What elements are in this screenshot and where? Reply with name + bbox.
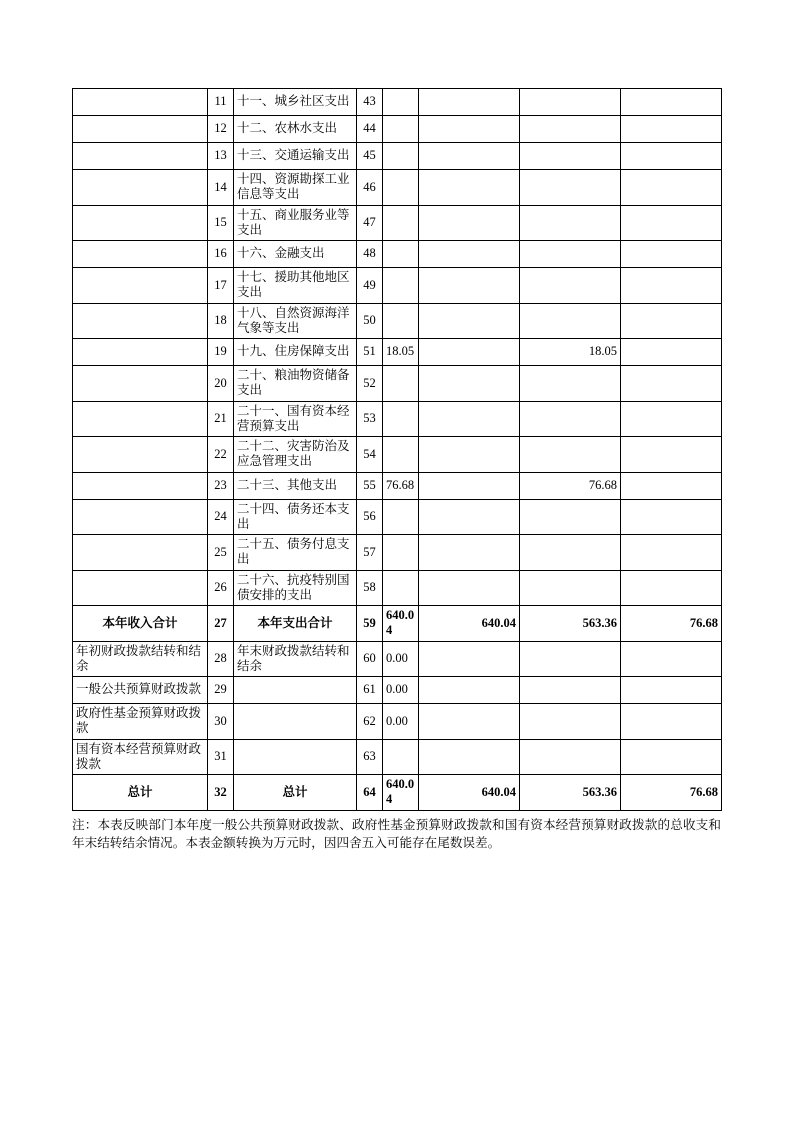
amount-column-4: [621, 535, 722, 571]
income-item-label: [73, 570, 208, 606]
amount-column-1: 640.04: [383, 775, 419, 811]
table-row: [73, 570, 722, 606]
income-row-number: 14: [208, 170, 234, 206]
amount-column-1: [383, 170, 419, 206]
amount-column-3: 18.05: [520, 339, 621, 366]
amount-column-1: 18.05: [383, 339, 419, 366]
income-item-label: [73, 205, 208, 241]
table-row: [73, 704, 722, 740]
budget-table: [72, 88, 722, 811]
table-row: [73, 89, 722, 116]
amount-column-2: [419, 366, 520, 402]
amount-column-2: [419, 570, 520, 606]
amount-column-4: [621, 499, 722, 535]
amount-column-4: 76.68: [621, 775, 722, 811]
amount-column-2: [419, 437, 520, 473]
income-row-number: 31: [208, 739, 234, 775]
expense-row-number: 60: [357, 641, 383, 677]
amount-column-3: [520, 170, 621, 206]
income-row-number: 32: [208, 775, 234, 811]
amount-column-2: [419, 268, 520, 304]
income-item-label: [73, 339, 208, 366]
amount-column-3: [520, 401, 621, 437]
expense-row-number: 56: [357, 499, 383, 535]
amount-column-1: [383, 268, 419, 304]
amount-column-1: [383, 437, 419, 473]
expense-row-number: 47: [357, 205, 383, 241]
expense-row-number: 51: [357, 339, 383, 366]
expense-item-label: 十三、交通运输支出: [234, 143, 357, 170]
table-row: [73, 366, 722, 402]
expense-row-number: 52: [357, 366, 383, 402]
expense-row-number: 45: [357, 143, 383, 170]
amount-column-4: [621, 739, 722, 775]
amount-column-3: [520, 241, 621, 268]
table-row: [73, 739, 722, 775]
income-item-label: [73, 366, 208, 402]
expense-row-number: 61: [357, 677, 383, 704]
amount-column-4: [621, 143, 722, 170]
expense-item-label: 十七、援助其他地区支出: [234, 268, 357, 304]
expense-row-number: 58: [357, 570, 383, 606]
expense-row-number: 43: [357, 89, 383, 116]
expense-row-number: 46: [357, 170, 383, 206]
expense-item-label: 本年支出合计: [234, 606, 357, 642]
income-row-number: 11: [208, 89, 234, 116]
income-row-number: 12: [208, 116, 234, 143]
table-row: [73, 401, 722, 437]
amount-column-4: [621, 437, 722, 473]
amount-column-1: [383, 303, 419, 339]
amount-column-4: [621, 677, 722, 704]
amount-column-4: [621, 472, 722, 499]
amount-column-2: [419, 641, 520, 677]
amount-column-4: [621, 641, 722, 677]
amount-column-3: [520, 704, 621, 740]
expense-item-label: [234, 739, 357, 775]
income-item-label: [73, 170, 208, 206]
expense-item-label: [234, 704, 357, 740]
amount-column-1: 640.04: [383, 606, 419, 642]
amount-column-3: [520, 366, 621, 402]
amount-column-2: 640.04: [419, 606, 520, 642]
income-row-number: 29: [208, 677, 234, 704]
expense-row-number: 49: [357, 268, 383, 304]
amount-column-4: [621, 116, 722, 143]
expense-row-number: 55: [357, 472, 383, 499]
amount-column-1: 76.68: [383, 472, 419, 499]
expense-item-label: 二十二、灾害防治及应急管理支出: [234, 437, 357, 473]
expense-item-label: 十六、金融支出: [234, 241, 357, 268]
expense-item-label: 二十五、债务付息支出: [234, 535, 357, 571]
amount-column-2: [419, 303, 520, 339]
amount-column-2: [419, 205, 520, 241]
expense-row-number: 53: [357, 401, 383, 437]
income-row-number: 22: [208, 437, 234, 473]
income-item-label: [73, 116, 208, 143]
amount-column-3: [520, 89, 621, 116]
amount-column-1: [383, 366, 419, 402]
expense-item-label: [234, 677, 357, 704]
income-row-number: 28: [208, 641, 234, 677]
expense-item-label: 年末财政拨款结转和结余: [234, 641, 357, 677]
amount-column-2: [419, 116, 520, 143]
amount-column-1: [383, 499, 419, 535]
table-row: [73, 143, 722, 170]
expense-item-label: 二十一、国有资本经营预算支出: [234, 401, 357, 437]
amount-column-1: [383, 116, 419, 143]
income-item-label: 国有资本经营预算财政拨款: [73, 739, 208, 775]
amount-column-3: [520, 570, 621, 606]
income-item-label: [73, 241, 208, 268]
table-row: [73, 535, 722, 571]
amount-column-3: 76.68: [520, 472, 621, 499]
amount-column-2: [419, 499, 520, 535]
table-row: [73, 116, 722, 143]
amount-column-1: [383, 143, 419, 170]
table-row: [73, 472, 722, 499]
expense-row-number: 64: [357, 775, 383, 811]
income-item-label: [73, 401, 208, 437]
amount-column-1: [383, 401, 419, 437]
amount-column-3: [520, 499, 621, 535]
amount-column-3: [520, 268, 621, 304]
amount-column-3: [520, 641, 621, 677]
amount-column-1: [383, 241, 419, 268]
amount-column-4: [621, 205, 722, 241]
expense-item-label: 十五、商业服务业等支出: [234, 205, 357, 241]
table-row: [73, 677, 722, 704]
amount-column-1: [383, 570, 419, 606]
amount-column-1: [383, 535, 419, 571]
expense-item-label: 十四、资源勘探工业信息等支出: [234, 170, 357, 206]
table-row: [73, 499, 722, 535]
table-row: [73, 606, 722, 642]
table-row: [73, 641, 722, 677]
amount-column-2: [419, 241, 520, 268]
amount-column-1: [383, 739, 419, 775]
income-item-label: 本年收入合计: [73, 606, 208, 642]
expense-item-label: 二十、粮油物资储备支出: [234, 366, 357, 402]
amount-column-3: [520, 116, 621, 143]
table-row: [73, 170, 722, 206]
amount-column-1: 0.00: [383, 677, 419, 704]
amount-column-2: [419, 89, 520, 116]
table-row: [73, 205, 722, 241]
income-item-label: 总计: [73, 775, 208, 811]
expense-row-number: 54: [357, 437, 383, 473]
amount-column-4: [621, 366, 722, 402]
income-item-label: [73, 89, 208, 116]
expense-row-number: 48: [357, 241, 383, 268]
expense-item-label: 十九、住房保障支出: [234, 339, 357, 366]
amount-column-3: [520, 303, 621, 339]
amount-column-2: 640.04: [419, 775, 520, 811]
income-item-label: [73, 472, 208, 499]
amount-column-3: [520, 143, 621, 170]
amount-column-4: [621, 339, 722, 366]
expense-item-label: 二十四、债务还本支出: [234, 499, 357, 535]
amount-column-1: [383, 205, 419, 241]
income-item-label: [73, 535, 208, 571]
expense-item-label: 十八、自然资源海洋气象等支出: [234, 303, 357, 339]
amount-column-2: [419, 472, 520, 499]
amount-column-4: [621, 303, 722, 339]
amount-column-3: 563.36: [520, 775, 621, 811]
amount-column-4: [621, 89, 722, 116]
amount-column-2: [419, 677, 520, 704]
income-row-number: 24: [208, 499, 234, 535]
income-item-label: 年初财政拨款结转和结余: [73, 641, 208, 677]
income-row-number: 15: [208, 205, 234, 241]
amount-column-4: [621, 241, 722, 268]
expense-row-number: 57: [357, 535, 383, 571]
income-item-label: 政府性基金预算财政拨款: [73, 704, 208, 740]
amount-column-1: [383, 89, 419, 116]
amount-column-4: [621, 268, 722, 304]
income-row-number: 19: [208, 339, 234, 366]
table-row: [73, 268, 722, 304]
income-row-number: 27: [208, 606, 234, 642]
expense-item-label: 二十三、其他支出: [234, 472, 357, 499]
amount-column-3: 563.36: [520, 606, 621, 642]
amount-column-4: [621, 570, 722, 606]
table-row: [73, 775, 722, 811]
income-row-number: 26: [208, 570, 234, 606]
table-row: [73, 339, 722, 366]
amount-column-2: [419, 739, 520, 775]
income-row-number: 13: [208, 143, 234, 170]
table-row: [73, 437, 722, 473]
income-row-number: 17: [208, 268, 234, 304]
income-item-label: [73, 437, 208, 473]
amount-column-2: [419, 170, 520, 206]
amount-column-2: [419, 535, 520, 571]
table-row: [73, 303, 722, 339]
expense-row-number: 44: [357, 116, 383, 143]
amount-column-1: 0.00: [383, 641, 419, 677]
amount-column-3: [520, 535, 621, 571]
income-row-number: 20: [208, 366, 234, 402]
table-note: 注：本表反映部门本年度一般公共预算财政拨款、政府性基金预算财政拨款和国有资本经营预算财政拨款的总收支和年末结转结余情况。本表金额转换为万元时，因四舍五入可能存在尾数误差。: [72, 817, 721, 850]
table-row: [73, 241, 722, 268]
amount-column-4: [621, 704, 722, 740]
income-item-label: [73, 499, 208, 535]
income-row-number: 25: [208, 535, 234, 571]
amount-column-2: [419, 704, 520, 740]
expense-row-number: 59: [357, 606, 383, 642]
amount-column-3: [520, 437, 621, 473]
amount-column-3: [520, 739, 621, 775]
amount-column-3: [520, 677, 621, 704]
income-row-number: 23: [208, 472, 234, 499]
income-row-number: 21: [208, 401, 234, 437]
expense-item-label: 十一、城乡社区支出: [234, 89, 357, 116]
expense-row-number: 50: [357, 303, 383, 339]
income-item-label: 一般公共预算财政拨款: [73, 677, 208, 704]
income-item-label: [73, 143, 208, 170]
income-item-label: [73, 268, 208, 304]
income-item-label: [73, 303, 208, 339]
expense-item-label: 总计: [234, 775, 357, 811]
expense-row-number: 63: [357, 739, 383, 775]
income-row-number: 30: [208, 704, 234, 740]
amount-column-4: 76.68: [621, 606, 722, 642]
expense-item-label: 二十六、抗疫特别国债安排的支出: [234, 570, 357, 606]
expense-item-label: 十二、农林水支出: [234, 116, 357, 143]
amount-column-4: [621, 401, 722, 437]
amount-column-1: 0.00: [383, 704, 419, 740]
income-row-number: 16: [208, 241, 234, 268]
amount-column-2: [419, 143, 520, 170]
amount-column-2: [419, 401, 520, 437]
amount-column-4: [621, 170, 722, 206]
amount-column-2: [419, 339, 520, 366]
amount-column-3: [520, 205, 621, 241]
income-row-number: 18: [208, 303, 234, 339]
expense-row-number: 62: [357, 704, 383, 740]
